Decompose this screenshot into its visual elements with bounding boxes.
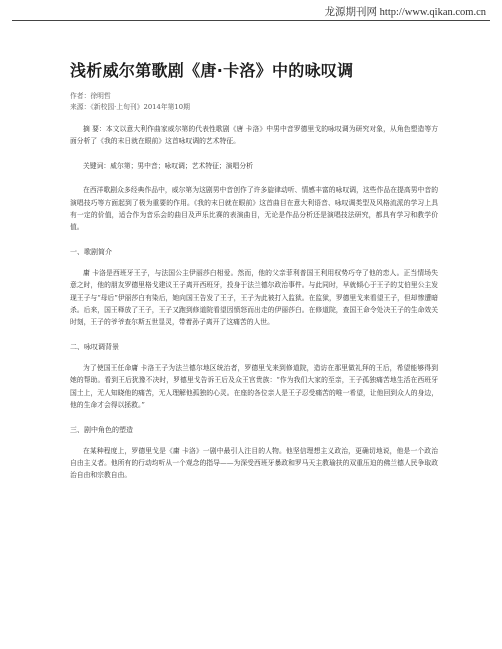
section-heading: 二、咏叹调背景	[70, 342, 119, 351]
keywords-block	[70, 160, 438, 172]
article-source: 来源：《新校园·上旬刊》2014年第10期	[70, 103, 190, 111]
article-body	[70, 58, 438, 494]
header-divider	[12, 20, 490, 21]
article-author: 作者：徐明哲	[70, 92, 111, 100]
section-1	[70, 246, 438, 329]
intro-block	[70, 184, 438, 234]
section-heading: 三、剧中角色的塑造	[70, 425, 133, 434]
article-meta	[70, 91, 438, 113]
section-body: 为了使国王任命庸 卡洛王子为法兰德尔地区统治者，罗德里戈来到修道院，造访在那里做礼拜的王后，希望能够得到她的帮助。看到王后犹豫不决时，罗德里戈告诉王后及众王宫贵族：“作为我们大家的至亲，王子孤独痛苦地生活在西班牙国土上，无人知晓他的痛苦，无人理解他孤独的心灵。在座的各位亲人是王子忍受痛苦的唯一希望，让他回到众人的身边，他的生命才会得以拯救。”	[70, 363, 438, 410]
article-keywords: 关键词：威尔第；男中音；咏叹调；艺术特征；演唱分析	[83, 161, 253, 170]
article-title: 浅析威尔第歌剧《唐·卡洛》中的咏叹调	[70, 61, 354, 80]
section-body: 在某种程度上，罗德里戈是《庸 卡洛》一剧中最引人注目的人物。他坚信理想主义政治，更确切地说，他是一个政治自由主义者。他所有的行动均听从一个观念的指导——为深受西班牙暴政和罗马天主教瑜扶的双重压迫的佛兰德人民争取政治自由和宗教自由。	[70, 446, 438, 480]
article-abstract: 摘 要：本文以意大利作曲家威尔第的代表性歌剧《唐 卡洛》中男中音罗德里戈的咏叹调为研究对象，从角色塑造等方面分析了《我的末日就在眼前》这首咏叹调的艺术特征。	[70, 125, 438, 146]
section-3	[70, 424, 438, 482]
section-2	[70, 341, 438, 412]
site-watermark[interactable]: 龙源期刊网 http://www.qikan.com.cn	[324, 7, 486, 18]
article-intro: 在西洋歌剧众多经典作品中，威尔第为这剧男中音创作了许多旋律动听、情感丰富的咏叹调，这些作品在提高男中音的演唱技巧等方面起到了极为重要的作用。《我的末日就在眼前》这首曲目在意大利语音、咏叹调类型及风格流派的学习上具有一定的价值，适合作为音乐会的曲目及声乐比赛的表演曲目，无论是作品分析还是演唱技法研究，都具有学习和教学价值。	[70, 186, 438, 232]
section-heading: 一、歌剧简介	[70, 247, 112, 256]
abstract-block	[70, 123, 438, 148]
section-body: 庸 卡洛是西班牙王子，与法国公主伊丽莎白相爱。然而，他的父亲菲利普国王利用权势巧夺了他的恋人。正当情场失意之时，他的朋友罗德里格戈建议王子离开西班牙，投身于法兰德尔政治事件。与此同时，早就倾心于王子的艾伯里公主发现王子与“母后”伊丽莎白有染后，她向国王告发了王子，王子为此被打入监狱。在监狱，罗德里戈来看望王子，但却惨遭暗杀。后来，国王释放了王子，王子又跑到修道院看望因愤怒而出走的伊丽莎白。在修道院，查国王命令处决王子的生命效关时刻，王子的爷爷查尔斯五世显灵，带着孙子离开了这痛苦的人世。	[70, 268, 438, 327]
